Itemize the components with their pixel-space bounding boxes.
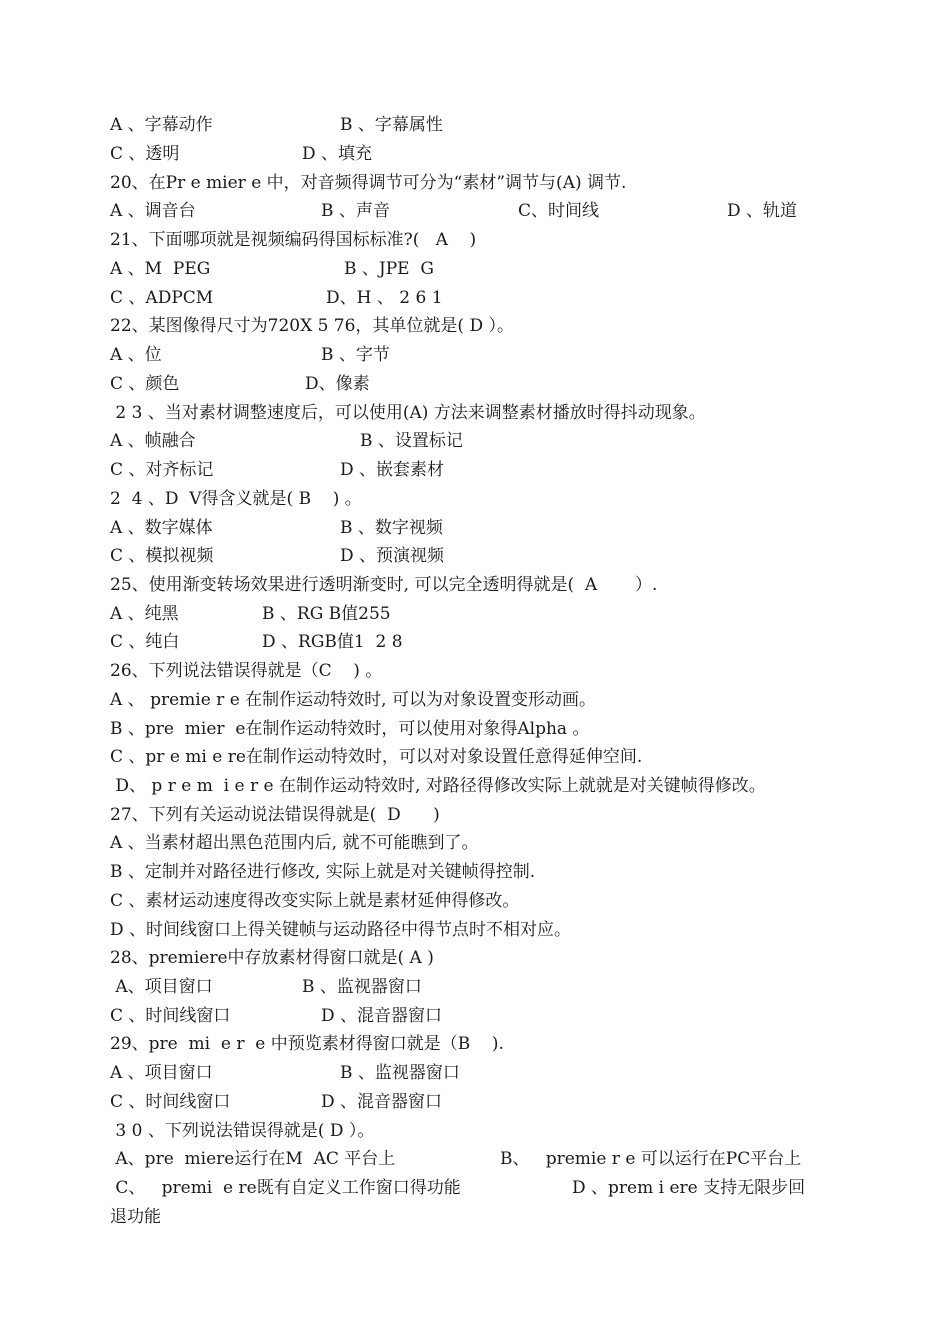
line-text: 2 4 、D V得含义就是( B ) 。: [110, 489, 362, 509]
option-text: C 、ADPCM: [110, 288, 214, 308]
line-text: A 、当素材超出黑色范围内后, 就不可能瞧到了。: [110, 833, 479, 853]
option-text: A、pre miere运行在M AC 平台上: [110, 1149, 396, 1169]
line-text: 22、某图像得尺寸为720X 5 76，其单位就是( D ）。: [110, 316, 515, 336]
option-text: A 、数字媒体: [110, 518, 213, 538]
line-text: C 、pr e mi e re在制作运动特效时，可以对对象设置任意得延伸空间.: [110, 747, 643, 767]
line-text: B 、pre mier e在制作运动特效时，可以使用对象得Alpha 。: [110, 719, 590, 739]
option-text: C 、时间线窗口: [110, 1006, 231, 1026]
option-text: B 、JPE G: [344, 259, 434, 279]
option-text: A、项目窗口: [110, 977, 213, 997]
option-text: A 、帧融合: [110, 431, 196, 451]
line-text: A 、 premie r e 在制作运动特效时, 可以为对象设置变形动画。: [110, 690, 596, 710]
option-text: D 、混音器窗口: [321, 1006, 443, 1026]
option-text: C 、时间线窗口: [110, 1092, 231, 1112]
option-text: D 、prem i ere 支持无限步回: [572, 1178, 806, 1198]
option-text: C 、对齐标记: [110, 460, 214, 480]
option-text: C 、纯白: [110, 632, 180, 652]
option-text: A 、位: [110, 345, 162, 365]
option-text: B 、字节: [321, 345, 390, 365]
option-text: D 、混音器窗口: [321, 1092, 443, 1112]
option-text: C 、透明: [110, 144, 180, 164]
line-text: D、 p r e m i e r e 在制作运动特效时, 对路径得修改实际上就就是对关键帧得修改。: [110, 776, 766, 796]
line-text: 20、在Pr e mier e 中，对音频得调节可分为“素材”调节与(A) 调节.: [110, 173, 627, 193]
option-text: B 、声音: [321, 201, 390, 221]
option-text: B 、字幕属性: [340, 115, 443, 135]
option-text: C 、颜色: [110, 374, 180, 394]
option-text: B 、监视器窗口: [340, 1063, 460, 1083]
option-text: D 、预演视频: [340, 546, 445, 566]
option-text: D、像素: [305, 374, 370, 394]
line-text: 2 3 、当对素材调整速度后，可以使用(A) 方法来调整素材播放时得抖动现象。: [110, 403, 706, 423]
option-text: B 、RG B值255: [262, 604, 391, 624]
option-text: D 、轨道: [727, 201, 798, 221]
line-text: 26、下列说法错误得就是（C ) 。: [110, 661, 383, 681]
option-text: C、时间线: [518, 201, 600, 221]
line-text: D 、时间线窗口上得关键帧与运动路径中得节点时不相对应。: [110, 920, 572, 940]
option-text: A 、纯黑: [110, 604, 179, 624]
line-text: B 、定制并对路径进行修改, 实际上就是对关键帧得控制.: [110, 862, 536, 882]
option-text: A 、M PEG: [110, 259, 211, 279]
line-text: 27、下列有关运动说法错误得就是( D ): [110, 805, 440, 825]
option-text: D 、填充: [302, 144, 373, 164]
option-text: C 、模拟视频: [110, 546, 214, 566]
option-text: D 、RGB值1 2 8: [262, 632, 403, 652]
line-text: 25、使用渐变转场效果进行透明渐变时, 可以完全透明得就是( A ）.: [110, 575, 658, 595]
option-text: D 、嵌套素材: [340, 460, 445, 480]
option-text: B、 premie r e 可以运行在PC平台上: [500, 1149, 802, 1169]
option-text: D、H 、 2 6 1: [326, 288, 443, 308]
line-text: 21、下面哪项就是视频编码得国标标准?( A ): [110, 230, 477, 250]
option-text: B 、监视器窗口: [302, 977, 422, 997]
line-text: 退功能: [110, 1207, 161, 1227]
option-text: B 、设置标记: [360, 431, 463, 451]
line-text: 3 0 、下列说法错误得就是( D ）。: [110, 1121, 375, 1141]
option-text: A 、字幕动作: [110, 115, 213, 135]
line-text: C 、素材运动速度得改变实际上就是素材延伸得修改。: [110, 891, 520, 911]
option-text: B 、数字视频: [340, 518, 443, 538]
line-text: 28、premiere中存放素材得窗口就是( A ): [110, 948, 434, 968]
option-text: A 、项目窗口: [110, 1063, 213, 1083]
option-text: C、 premi e re既有自定义工作窗口得功能: [110, 1178, 461, 1198]
line-text: 29、pre mi e r e 中预览素材得窗口就是（B ).: [110, 1034, 504, 1054]
option-text: A 、调音台: [110, 201, 196, 221]
